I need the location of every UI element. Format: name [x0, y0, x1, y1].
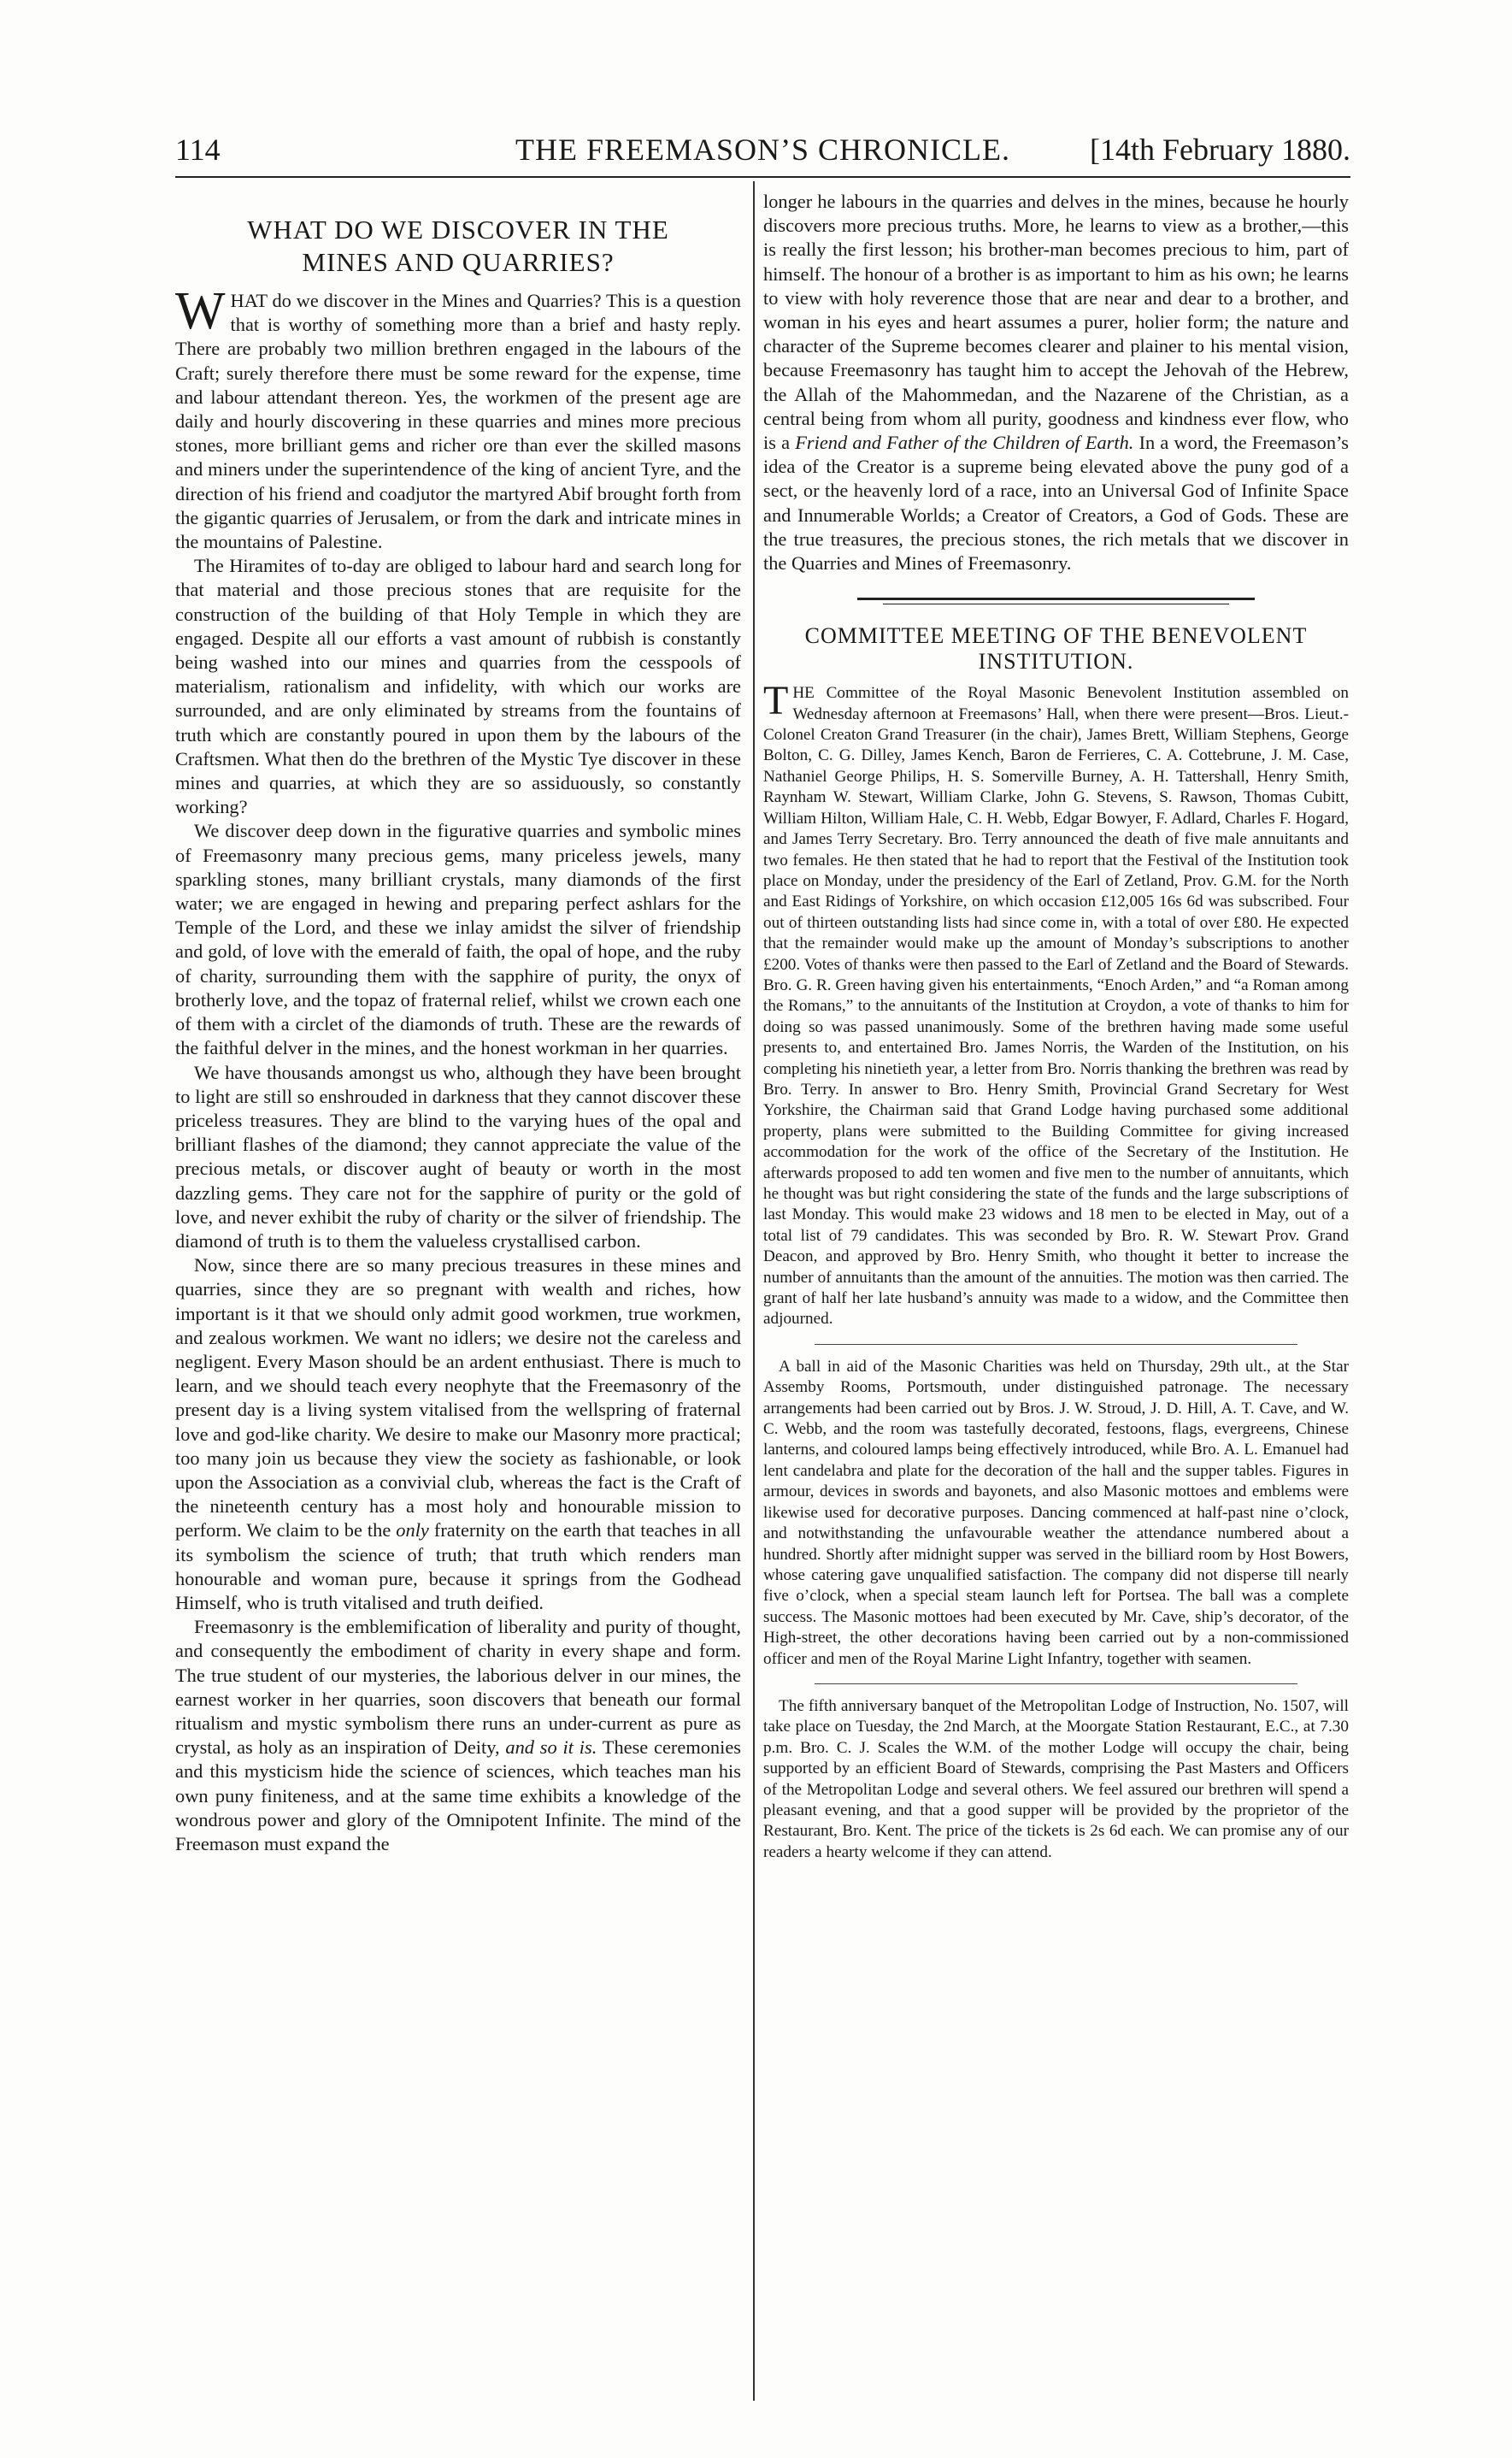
header-rule: [175, 176, 1350, 178]
notice-divider: [815, 1683, 1297, 1684]
article-title-line-2: MINES AND QUARRIES?: [302, 247, 615, 277]
committee-title-line-1: COMMITTEE MEETING OF THE BENEVOLENT: [804, 623, 1308, 649]
publication-title: THE FREEMASON’S CHRONICLE.: [515, 133, 1011, 167]
ball-notice: A ball in aid of the Masonic Charities was held on Thursday, 29th ult., at the Star Assemby Rooms, Portsmouth, under distinguished patronage. The necessary arrangements had been carried out by Bros. J. W. Stroud, J. D. Hill, A. T. Cave, and W. C. Webb, and the room was tastefully decorated, festoons, flags, evergreens, Chinese lanterns, and coloured lamps being effectively introduced, while Bro. A. L. Emanuel had lent candelabra and plate for the decoration of the hall and the supper tables. Figures in armour, devices in swords and bayonets, and also Masonic mottoes and emblems were likewise used for decorative purposes. Dancing commenced at half-past nine o’clock, and notwithstanding the unfavourable weather the attendance numbered about a hundred. Shortly after midnight supper was served in the billiard room by Host Bowers, whose catering gave unqualified satisfaction. The company did not disperse till nearly five o’clock, when a special steam launch left for Portsea. The ball was a complete success. The Masonic mottoes had been executed by Mr. Cave, ship’s decorator, of the High-street, the other decorations having been carried out by a non-commissioned officer and men of the Royal Marine Light Infantry, together with seamen.: [763, 1357, 1349, 1668]
committee-report: [763, 678, 1349, 1330]
paragraph-text: Now, since there are so many precious treasures in these mines and quarries, since they are so pregnant with wealth and riches, how important is it that we should only admit good workmen, true workmen, and zealous workmen. We want no idlers; we desire not the careless and negligent. Every Mason should be an ardent enthusiast. There is much to learn, and we should teach every neophyte that the Freemasonry of the present day is a living system vitalised from the wellspring of fraternal love and god-like charity. We desire to make our Masonry more practical; too many join us because they view the society as fashionable, or look upon the Association as a convivial club, whereas the fact is the Craft of the nineteenth century has a most holy and honourable mission to perform. We claim to be the: [175, 1254, 741, 1541]
right-column: [763, 190, 1349, 1863]
issue-date: [14th February 1880.: [1090, 133, 1350, 167]
emphasis-text: only: [396, 1519, 429, 1541]
notice-divider: [815, 1344, 1297, 1345]
drop-cap: W: [175, 282, 226, 340]
paragraph-text: In a word, the Freemason’s idea of the Creator is a supreme being elevated above the puny god of a sect, or the heavenly lord of a race, into an Universal God of Infinite Space and Innumerable Worlds; a Creator of Creators, a God of Gods. These are the true treasures, the precious stones, the rich metals that we discover in the Quarries and Mines of Freemasonry.: [763, 432, 1349, 575]
running-head: [175, 130, 1350, 169]
article-paragraph: [175, 1253, 741, 1615]
article-title-line-1: WHAT DO WE DISCOVER IN THE: [247, 215, 669, 245]
article-title: [175, 214, 741, 279]
left-column: [175, 190, 741, 1856]
paragraph-text: These ceremonies and this mysticism hide the science of sciences, which teaches man his own puny finiteness, and at the same time exhibits a knowledge of the wondrous power and glory of the Omnipotent Infinite. The mind of the Freemason must expand the: [175, 1736, 741, 1854]
article-paragraph: The Hiramites of to-day are obliged to labour hard and search long for that material and those precious stones that are requisite for the construction of the building of that Holy Temple in which they are engaged. Despite all our efforts a vast amount of rubbish is constantly being washed into our mines and quarries from the cesspools of materialism, rationalism and infidelity, with which our works are surrounded, and are only eliminated by streams from the fountains of truth which are constantly poured in upon them by the labours of the Craftsmen. What then do the brethren of the Mystic Tye discover in these mines and quarries, at which they are so assiduously, so constantly working?: [175, 555, 741, 818]
committee-title-line-2: INSTITUTION.: [978, 649, 1134, 675]
column-divider: [753, 181, 755, 2401]
committee-title: [763, 623, 1349, 675]
paragraph-text: longer he labours in the quarries and delves in the mines, because he hourly discovers more precious truths. More, he learns to view as a brother,—this is really the first lesson; his brother-man becomes precious to him, part of himself. The honour of a brother is as important to him as his own; he learns to view with holy reverence those that are near and dear to a brother, and woman in his eyes and heart assumes a purer, holier form; the nature and character of the Supreme becomes clearer and plainer to his mental vision, because Freemasonry has taught him to accept the Jehovah of the Hebrew, the Allah of the Mahommedan, and the Nazarene of the Christian, as a central being from whom all purity, goodness and kindness ever flow, who is a: [763, 191, 1349, 454]
drop-cap: T: [763, 678, 789, 724]
section-divider: [857, 594, 1255, 610]
paragraph-text: fraternity on the earth that teaches in all its symbolism the science of truth; that truth which renders man honourable and woman pure, because it springs from the Godhead Himself, who is truth vitalised and truth deified.: [175, 1519, 741, 1613]
paragraph-text: HE Committee of the Royal Masonic Benevolent Institution assembled on Wednesday afternoon at Freemasons’ Hall, when there were present—Bros. Lieut.-Colonel Creaton Grand Treasurer (in the chair), James Brett, William Stephens, George Bolton, C. G. Dilley, James Kench, Baron de Ferrieres, C. A. Cottebrune, J. M. Case, Nathaniel George Philips, H. S. Somerville Burney, A. H. Tattershall, Henry Smith, Raynham W. Stewart, William Clarke, John G. Stevens, S. Rawson, Thomas Cubitt, William Hilton, William Hale, C. H. Webb, Edgar Bowyer, F. Adlard, Charles F. Hogard, and James Terry Secretary. Bro. Terry announced the death of five male annuitants and two females. He then stated that he had to report that the Festival of the Institution took place on Monday, under the presidency of the Earl of Zetland, Prov. G.M. for the North and East Ridings of Yorkshire, on which occasion £12,005 16s 6d was subscribed. Four out of thirteen outstanding lists had since come in, with a total of over £80. He expected that the remainder would make up the amount of Monday’s subscriptions to another £200. Votes of thanks were then passed to the Earl of Zetland and the Board of Stewards. Bro. G. R. Green having given his entertainments, “Enoch Arden,” and “a Roman among the Romans,” to the annuitants of the Institution at Croydon, a vote of thanks to him for doing so was passed unanimously. Some of the brethren having made some useful presents to, and entertained Bro. James Norris, the Warden of the Institution, on his completing his ninetieth year, a letter from Bro. Norris thanking the brethren was read by Bro. Terry. In answer to Bro. Henry Smith, Provincial Grand Secretary for West Yorkshire, the Chairman said that Grand Lodge having purchased some additional property, plans were submitted to the Building Committee for giving increased accommodation for the work of the office of the Secretary of the Institution. He afterwards proposed to add ten women and five men to the number of annuitants, which he thought was but right considering the state of the funds and the large subscriptions of last Monday. This would make 23 widows and 18 men to be elected in May, out of a total list of 79 candidates. This was seconded by Bro. R. W. Stewart Prov. Grand Deacon, and approved by Bro. Henry Smith, who thought it better to increase the number of annuitants than the amount of the annuities. The motion was then carried. The grant of half her late husband’s annuity was made to a widow, and the Committee then adjourned.: [763, 684, 1349, 1329]
emphasis-text: Friend and Father of the Children of Earth.: [795, 432, 1134, 454]
article-paragraph: We discover deep down in the figurative quarries and symbolic mines of Freemasonry many precious gems, many priceless jewels, many sparkling stones, many brilliant crystals, many diamonds of the first water; we are engaged in hewing and preparing perfect ashlars for the Temple of the Lord, and these we inlay amidst the silver of friendship and gold, of love with the emerald of faith, the opal of hope, and the ruby of charity, surrounding them with the sapphire of purity, the onyx of brotherly love, and the topaz of fraternal relief, whilst we crown each one of them with a circlet of the diamonds of truth. These are the rewards of the faithful delver in the mines, and the honest workman in her quarries.: [175, 820, 741, 1059]
article-continuation: [763, 190, 1349, 575]
page-number: 114: [175, 133, 221, 167]
emphasis-text: and so it is.: [505, 1736, 597, 1759]
article-paragraph: [175, 282, 741, 554]
article-paragraph: [175, 1615, 741, 1856]
paragraph-text: Freemasonry is the emblemification of liberality and purity of thought, and consequently the embodiment of charity in every shape and form. The true student of our mysteries, the laborious delver in our mines, the earnest worker in her quarries, soon discovers that beneath our formal ritualism and mystic symbolism there runs an under-current as pure as crystal, as holy as an inspiration of Deity,: [175, 1616, 741, 1759]
banquet-notice: The fifth anniversary banquet of the Metropolitan Lodge of Instruction, No. 1507, will take place on Tuesday, the 2nd March, at the Moorgate Station Restaurant, E.C., at 7.30 p.m. Bro. C. J. Scales the W.M. of the mother Lodge will occupy the chair, being supported by an efficient Board of Stewards, comprising the Past Masters and Officers of the Metropolitan Lodge and several others. We feel assured our brethren will spend a pleasant evening, and that a good supper will be provided by the proprietor of the Restaurant, Bro. Kent. The price of the tickets is 2s 6d each. We can promise any of our readers a hearty welcome if they can attend.: [763, 1696, 1349, 1861]
paragraph-text: HAT do we discover in the Mines and Quarries? This is a question that is worthy of something more than a brief and hasty reply. There are probably two million brethren engaged in the labours of the Craft; surely therefore there must be some reward for the expense, time and labour attendant thereon. Yes, the workmen of the present age are daily and hourly discovering in these quarries and mines more precious stones, more brilliant gems and richer ore than ever the skilled masons and miners under the superintendence of the king of ancient Tyre, and the direction of his friend and coadjutor the martyred Abif brought forth from the gigantic quarries of Jerusalem, or from the dark and intricate mines in the mountains of Palestine.: [175, 290, 741, 553]
article-paragraph: We have thousands amongst us who, although they have been brought to light are still so enshrouded in darkness that they cannot discover these priceless treasures. They are blind to the varying hues of the opal and brilliant flashes of the diamond; they cannot appreciate the value of the precious metals, or discover aught of beauty or worth in the most dazzling gems. They care not for the sapphire of purity or the gold of love, and never exhibit the ruby of charity or the silver of friendship. The diamond of truth is to them the valueless crystallised carbon.: [175, 1061, 741, 1252]
